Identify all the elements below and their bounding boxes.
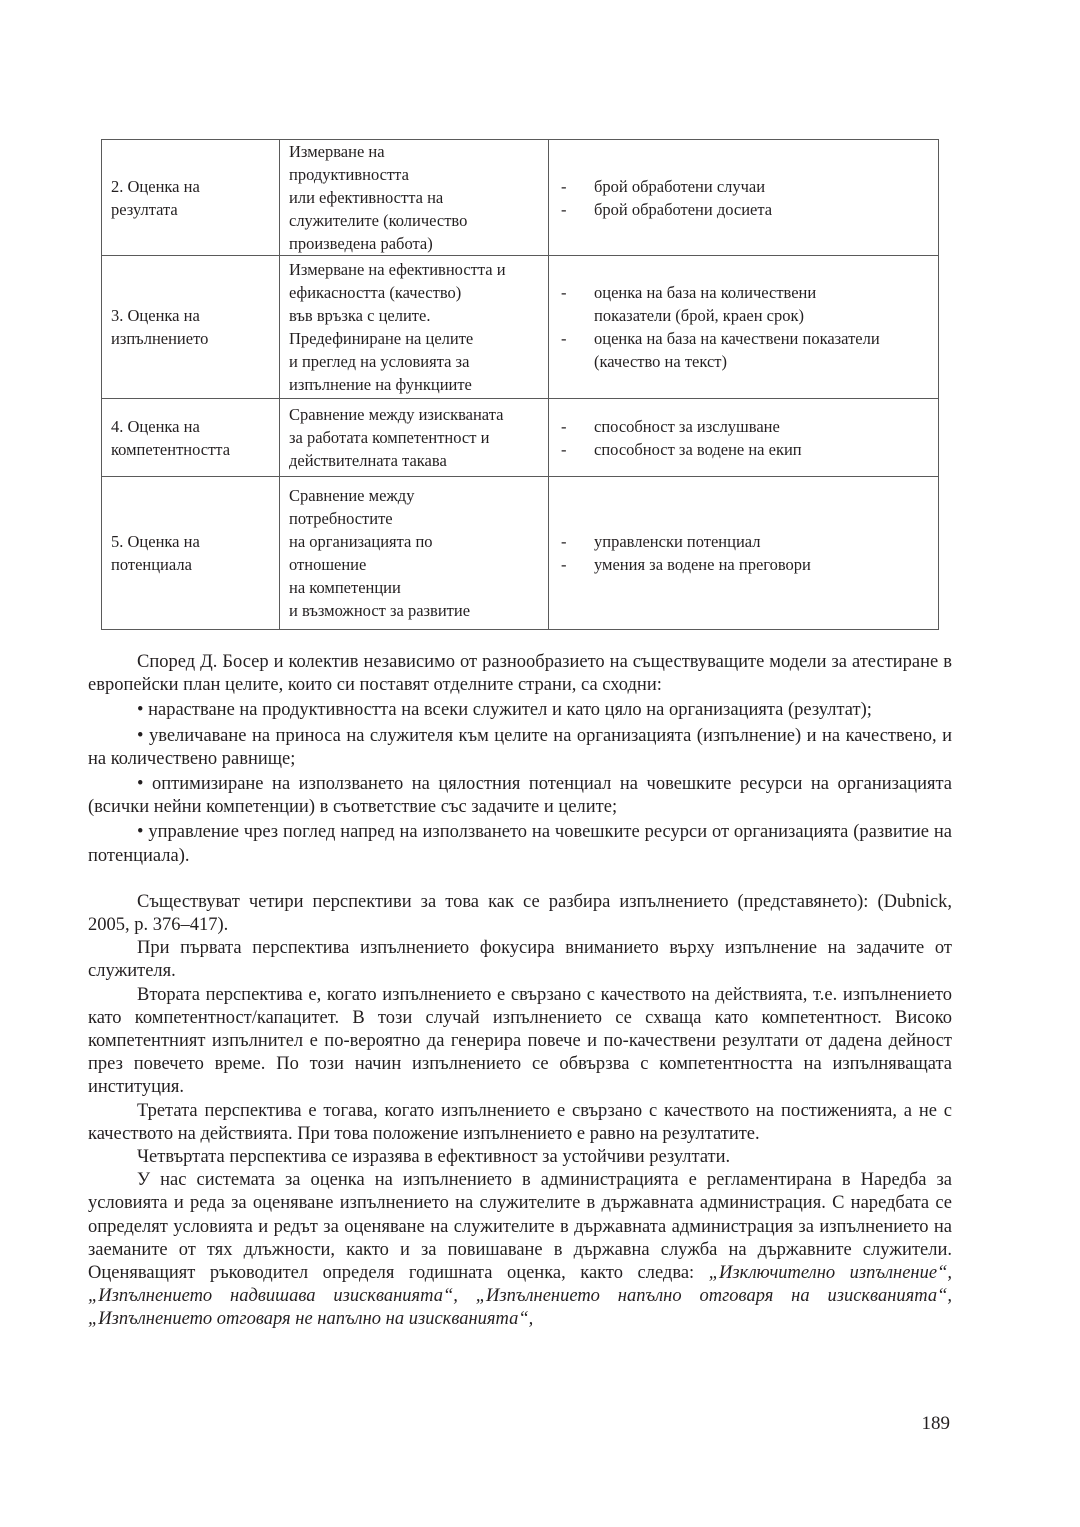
description-line: действителната такава bbox=[289, 451, 447, 470]
dash-marker: - bbox=[561, 416, 567, 436]
description-cell bbox=[280, 477, 549, 630]
description-line: във връзка с целите. bbox=[289, 306, 431, 325]
description-line: служителите (количество bbox=[289, 211, 468, 230]
indicator-item bbox=[561, 438, 930, 461]
description-line: на компетенции bbox=[289, 578, 401, 597]
dash-marker: - bbox=[561, 176, 567, 196]
assessment-system-paragraph bbox=[88, 1169, 952, 1331]
indicator-item bbox=[561, 530, 930, 553]
indicator-item bbox=[561, 415, 930, 438]
indicator-text bbox=[594, 553, 930, 576]
indicator-item bbox=[561, 198, 930, 221]
table-body bbox=[102, 140, 939, 630]
goal-bullet-optimisation: • оптимизиране на използването на цялостния потенциал на човешките ресурси на организацията (всички нейни компетенции) в съответствие със задачите и целите; bbox=[88, 774, 952, 818]
goal-bullet-contribution: • увеличаване на приноса на служителя към целите на организацията (изпълнение) и на качествено, и на количествено равнище; bbox=[88, 725, 952, 769]
table-row bbox=[102, 399, 939, 477]
indicator-line: управленски потенциал bbox=[594, 532, 761, 551]
description-line: потребностите bbox=[289, 509, 393, 528]
indicator-line: способност за водене на екип bbox=[594, 439, 802, 459]
indicator-text bbox=[594, 530, 930, 553]
assessment-type-line: резултата bbox=[111, 199, 178, 219]
indicator-line: способност за изслушване bbox=[594, 416, 780, 436]
indicators-cell bbox=[549, 140, 939, 256]
dash-marker: - bbox=[561, 199, 567, 219]
second-perspective-paragraph: Втората перспектива е, когато изпълнението е свързано с качеството на действията, т.е. изпълнението като компетентност/капацитет. В този случай изпълнението се схваща като компетентност. Високо компетентният изпълнител е по-вероятно да генерира повече и по-качествени резултати от дадена дейност през повечето време. По този начин изпълнението се обвързва с компетентността на изпълняващата институция. bbox=[88, 984, 952, 1098]
table-row bbox=[102, 477, 939, 630]
indicator-line: брой обработени случаи bbox=[594, 176, 766, 196]
description-line: Предефиниране на целите bbox=[289, 329, 474, 348]
assessment-type-line: изпълнението bbox=[111, 329, 209, 348]
description-line: Сравнение между изискваната bbox=[289, 405, 504, 424]
description-line: и възможност за развитие bbox=[289, 601, 471, 620]
indicator-line: (качество на текст) bbox=[594, 352, 727, 371]
assessment-type-line: 4. Оценка на bbox=[111, 416, 200, 436]
table-row bbox=[102, 140, 939, 256]
description-line: за работата компетентност и bbox=[289, 428, 490, 447]
dash-marker: - bbox=[561, 283, 567, 302]
body-text bbox=[88, 651, 952, 1332]
description-line: отношение bbox=[289, 555, 367, 574]
indicator-item bbox=[561, 327, 930, 373]
indicators-cell bbox=[549, 256, 939, 399]
description-cell bbox=[280, 140, 549, 256]
assessment-type-cell bbox=[102, 477, 280, 630]
indicator-item bbox=[561, 281, 930, 327]
indicator-line: показатели (брой, краен срок) bbox=[594, 306, 804, 325]
indicator-line: оценка на база на качествени показатели bbox=[594, 329, 880, 348]
indicator-item bbox=[561, 175, 930, 198]
assessment-type-line: 5. Оценка на bbox=[111, 532, 200, 551]
indicator-line: брой обработени досиета bbox=[594, 199, 773, 219]
indicator-text bbox=[594, 198, 930, 221]
description-line: продуктивността bbox=[289, 165, 409, 184]
indicator-text bbox=[594, 175, 930, 198]
description-line: произведена работа) bbox=[289, 234, 433, 253]
dash-marker: - bbox=[561, 329, 567, 348]
dash-marker: - bbox=[561, 555, 567, 574]
assessment-type-line: 2. Оценка на bbox=[111, 176, 200, 196]
description-line: Сравнение между bbox=[289, 486, 415, 505]
description-cell bbox=[280, 399, 549, 477]
assessment-type-line: потенциала bbox=[111, 555, 192, 574]
intro-paragraph: Според Д. Босер и колектив независимо от разнообразието на съществуващите модели за атестиране в европейски план целите, които си поставят отделните страни, са сходни: bbox=[88, 652, 952, 696]
indicator-line: умения за водене на преговори bbox=[594, 555, 811, 574]
indicator-item bbox=[561, 553, 930, 576]
dash-marker: - bbox=[561, 439, 567, 459]
perspectives-paragraph: Съществуват четири перспективи за това как се разбира изпълнението (представянето): (Dubnick, 2005, p. 376–417). bbox=[88, 891, 952, 936]
description-line: или ефективността на bbox=[289, 188, 444, 207]
fourth-perspective-paragraph: Четвъртата перспектива се изразява в ефективност за устойчиви резултати. bbox=[137, 1147, 731, 1168]
description-line: изпълнение на функциите bbox=[289, 375, 472, 394]
goal-bullet-management: • управление чрез поглед напред на използването на човешките ресурси от организацията (развитие на потенциала). bbox=[88, 822, 952, 866]
dash-marker: - bbox=[561, 532, 567, 551]
indicators-cell bbox=[549, 477, 939, 630]
third-perspective-paragraph: Третата перспектива е тогава, когато изпълнението е свързано с качеството на постиженията, а не с качеството на действията. При това положение изпълнението е равно на резултатите. bbox=[88, 1100, 952, 1144]
assessment-type-cell bbox=[102, 399, 280, 477]
indicators-cell bbox=[549, 399, 939, 477]
indicator-text bbox=[594, 438, 930, 461]
assessment-types-table bbox=[101, 139, 939, 630]
page-number: 189 bbox=[921, 1413, 950, 1434]
assessment-type-line: 3. Оценка на bbox=[111, 306, 200, 325]
description-line: Измерване на bbox=[289, 142, 385, 161]
description-line: и преглед на условията за bbox=[289, 352, 470, 371]
table-row bbox=[102, 256, 939, 399]
indicator-line: оценка на база на количествени bbox=[594, 283, 817, 302]
description-line: ефикасността (качество) bbox=[289, 283, 462, 302]
indicator-text bbox=[594, 281, 930, 327]
rating-levels-text: „Изключително изпълнение“, „Изпълнението надвишава изискванията“, „Изпълнението напълно отговаря на изискванията“, „Изпълнението отговаря не напълно на изискванията“, bbox=[88, 1263, 952, 1330]
assessment-type-cell bbox=[102, 140, 280, 256]
indicator-text bbox=[594, 327, 930, 373]
description-line: Измерване на ефективността и bbox=[289, 260, 506, 279]
indicator-text bbox=[594, 415, 930, 438]
description-cell bbox=[280, 256, 549, 399]
goal-bullet-productivity: • нарастване на продуктивността на всеки служител и като цяло на организацията (резултат); bbox=[137, 700, 872, 721]
assessment-type-line: компетентността bbox=[111, 439, 231, 459]
assessment-system-text: У нас системата за оценка на изпълнението в администрацията е регламентирана в Наредба за условията и реда за оценяване изпълнението на служителите в държавната администрация. С наредбата се определят условията и редът за оценяване на служителите в държавната администрация за изпълнението на заеманите от тях длъжности, както и за повишаване в държавна служба на държавните служители. Оценяващият ръководител определя годишната оценка, както следва: bbox=[88, 1170, 952, 1284]
assessment-type-cell bbox=[102, 256, 280, 399]
first-perspective-paragraph: При първата перспектива изпълнението фокусира вниманието върху изпълнение на задачите от служителя. bbox=[88, 938, 952, 982]
description-line: на организацията по bbox=[289, 532, 433, 551]
